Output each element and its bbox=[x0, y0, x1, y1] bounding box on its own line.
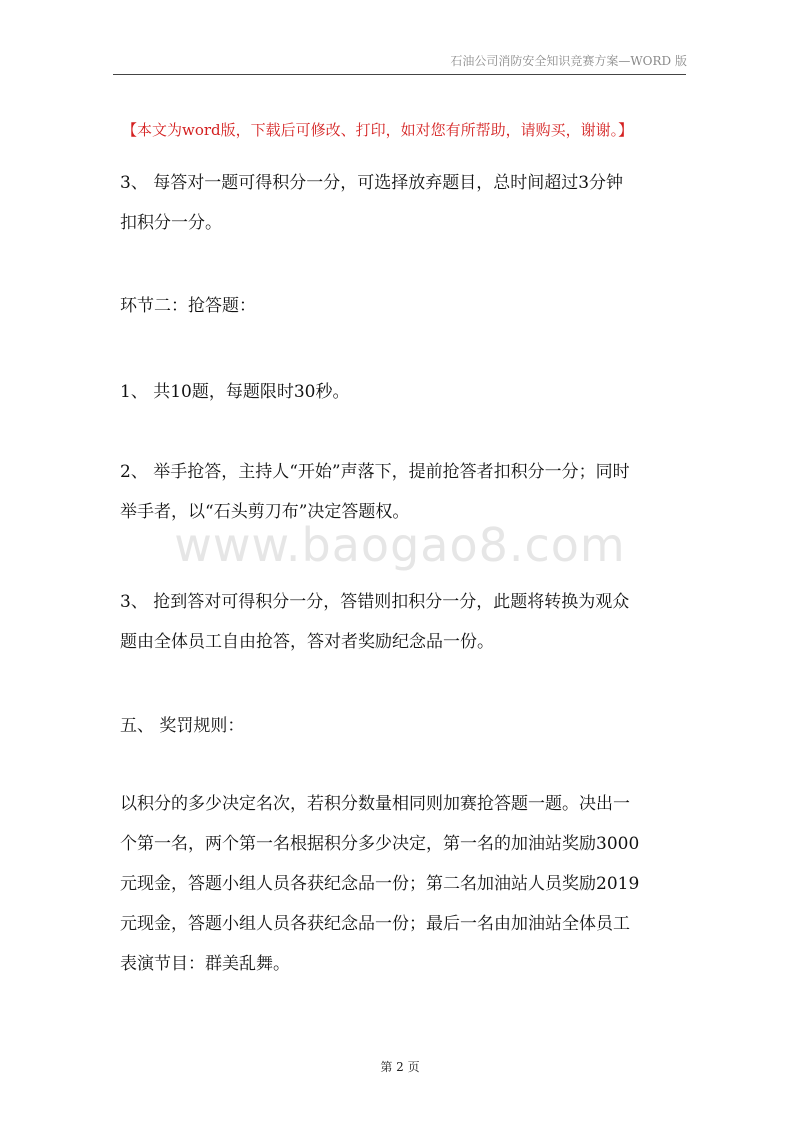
purchase-notice: 【本文为word版，下载后可修改、打印，如对您有所帮助，请购买，谢谢。】 bbox=[122, 121, 634, 139]
paragraph-rule-3 bbox=[120, 163, 690, 243]
text-line: 3、 抢到答对可得积分一分，答错则扣积分一分，此题将转换为观众 bbox=[120, 592, 630, 612]
text-line: 题由全体员工自由抢答，答对者奖励纪念品一份。 bbox=[120, 632, 494, 652]
text-line: 元现金，答题小组人员各获纪念品一份；最后一名由加油站全体员工 bbox=[120, 914, 630, 934]
watermark: www.baogao8.com bbox=[174, 518, 626, 572]
paragraph-item-3 bbox=[120, 582, 690, 662]
text-line: 2、 举手抢答，主持人“开始”声落下，提前抢答者扣积分一分；同时 bbox=[120, 462, 630, 482]
paragraph-rewards bbox=[120, 784, 690, 984]
section-heading-rewards bbox=[120, 706, 690, 746]
page-header: 石油公司消防安全知识竞赛方案—WORD 版 bbox=[450, 54, 687, 68]
paragraph-item-2 bbox=[120, 452, 690, 532]
text-line: 元现金，答题小组人员各获纪念品一份；第二名加油站人员奖励2019 bbox=[120, 874, 640, 894]
text-line: 3、 每答对一题可得积分一分，可选择放弃题目，总时间超过3分钟 bbox=[120, 173, 624, 193]
text-line: 五、 奖罚规则： bbox=[120, 716, 245, 736]
header-divider bbox=[113, 74, 686, 75]
text-line: 环节二：抢答题： bbox=[120, 296, 256, 316]
text-line: 个第一名，两个第一名根据积分多少决定，第一名的加油站奖励3000 bbox=[120, 834, 640, 854]
text-line: 1、 共10题，每题限时30秒。 bbox=[120, 382, 350, 402]
paragraph-item-1 bbox=[120, 372, 690, 412]
text-line: 扣积分一分。 bbox=[120, 213, 222, 233]
text-line: 以积分的多少决定名次，若积分数量相同则加赛抢答题一题。决出一 bbox=[120, 794, 630, 814]
page-number: 第 2 页 bbox=[380, 1060, 420, 1074]
section-heading-round-two bbox=[120, 286, 690, 326]
text-line: 表演节目：群美乱舞。 bbox=[120, 954, 290, 974]
text-line: 举手者，以“石头剪刀布”决定答题权。 bbox=[120, 502, 410, 522]
